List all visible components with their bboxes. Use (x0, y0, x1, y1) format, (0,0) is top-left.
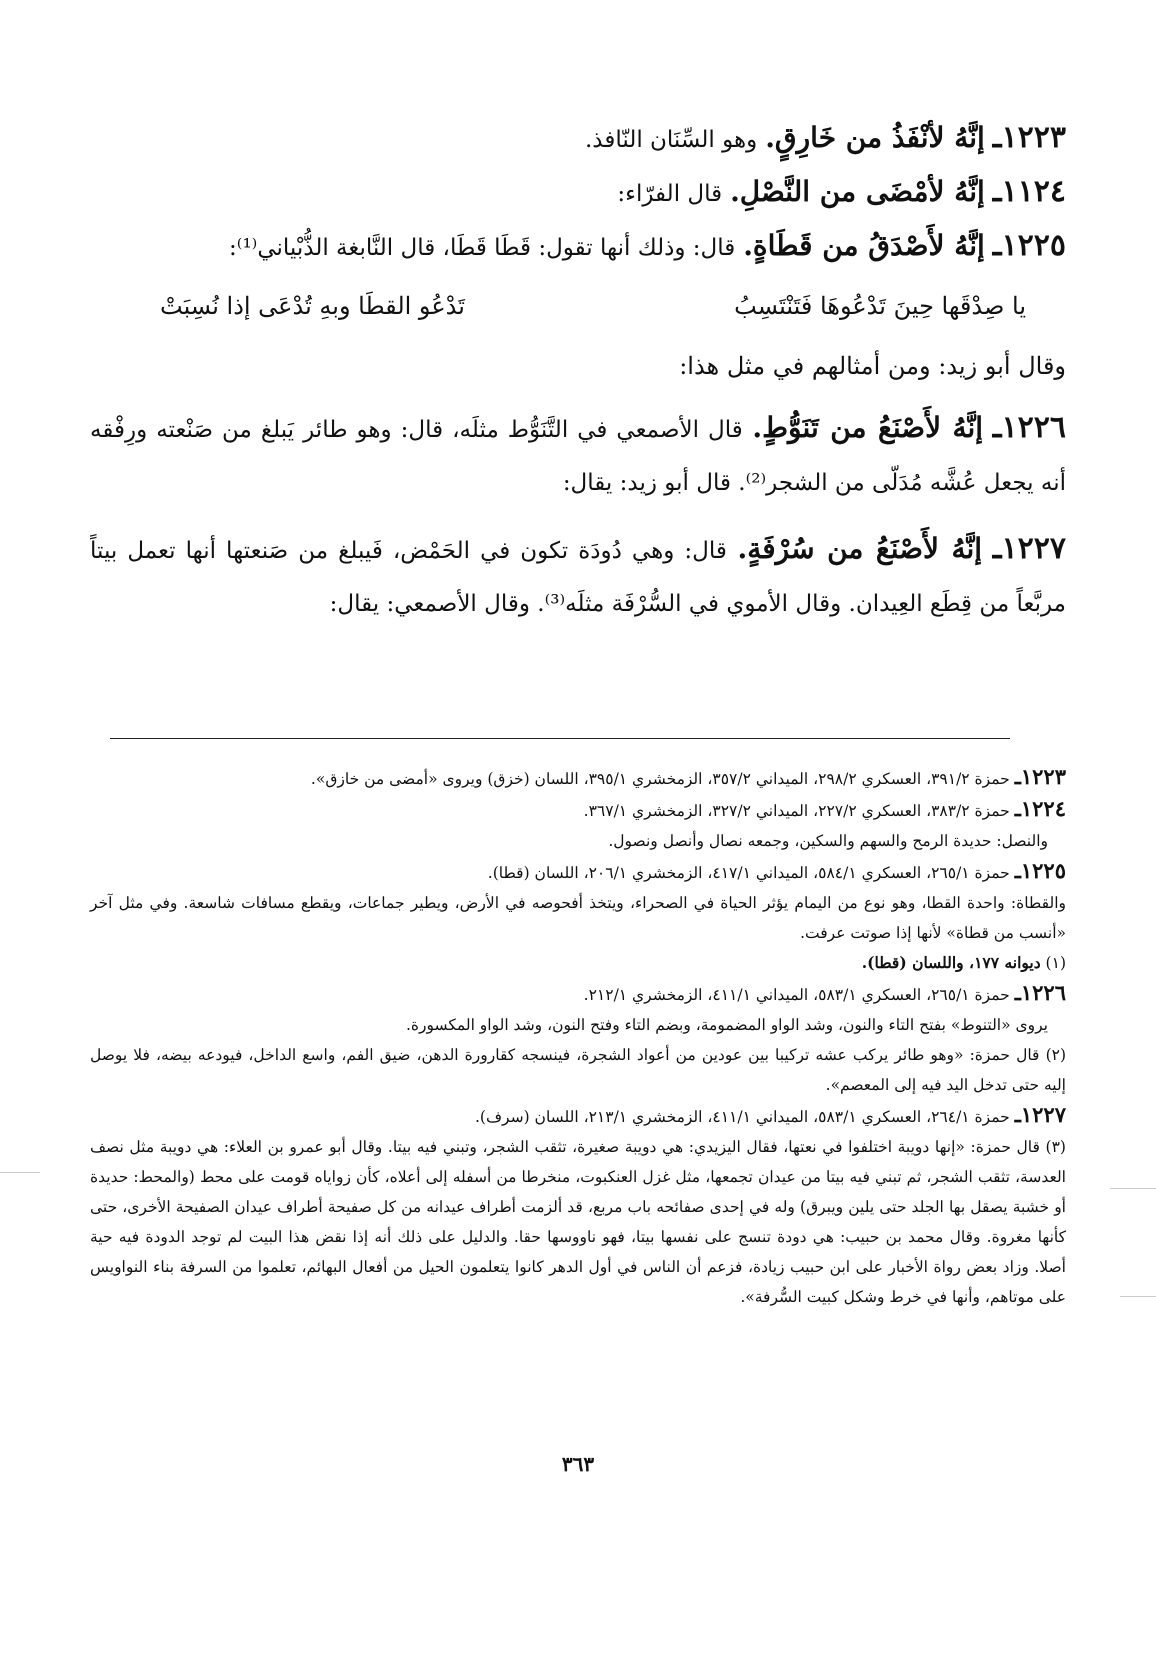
scan-artifact (0, 1172, 40, 1173)
footnote-number: ١٢٢٤ـ (1014, 796, 1066, 821)
entry-number: ١٢٢٦ـ (992, 410, 1066, 445)
footnote (90, 948, 1066, 978)
entry-number: ١١٢٤ـ (992, 174, 1066, 209)
footnote (90, 1132, 1066, 1312)
entry-1124 (90, 166, 1066, 220)
footnote-text: حمزة ٢٦٥/١، العسكري ٥٨٣/١، الميداني ٤١١/١، الزمخشري ٢١٢/١. (583, 986, 1010, 1004)
footnote-text: حمزة ٢٦٤/١، العسكري ٥٨٣/١، الميداني ٤١١/١، الزمخشري ٢١٣/١، اللسان (سرف). (475, 1108, 1010, 1126)
footnote-divider (110, 738, 1010, 739)
proverb: إنَّهُ لأنْفَذُ من خَارِقٍ. (765, 121, 985, 154)
footnote-number: ١٢٢٧ـ (1014, 1102, 1066, 1127)
footnote (90, 762, 1066, 794)
page-number: ٣٦٣ (561, 1452, 595, 1476)
entry-1226 (90, 402, 1066, 509)
footnote-number: ١٢٢٥ـ (1014, 858, 1066, 883)
scan-artifact (1110, 1188, 1156, 1189)
footnote (90, 856, 1066, 888)
footnote-text: والنصل: حديدة الرمح والسهم والسكين، وجمعه نصال وأنصل ونصول. (608, 832, 1048, 850)
footnote-text: يروى «التنوط» بفتح التاء والنون، وشد الواو المضمومة، وبضم التاء وفتح النون، وشد الواو المكسورة. (405, 1016, 1048, 1034)
footnote-marker: (٣) (1045, 1138, 1066, 1156)
footnote-text: حمزة ٢٦٥/١، العسكري ٥٨٤/١، الميداني ٤١٧/١، الزمخشري ٢٠٦/١، اللسان (قطا). (487, 864, 1010, 882)
entry-number: ١٢٢٥ـ (992, 228, 1066, 263)
footnote (90, 1100, 1066, 1132)
entry-1225 (90, 220, 1066, 274)
entry-text: قال: وذلك أنها تقول: قَطَا قَطَا، قال النَّابغة الذُّبْياني⁽¹⁾: (229, 235, 736, 261)
entry-text: قال الأصمعي في التَّنَوُّط مثلَه، قال: وهو طائر يَبلغ من صَنْعته ورِفْقه أنه يجعل عُشَّه مُدَلّى من الشجر⁽²⁾. قال أبو زيد: يقال: (90, 417, 1066, 496)
proverb: إنَّهُ لأَصْنَعُ من سُرْفَةٍ. (737, 532, 983, 565)
entry-text: وهو السِّنَان النّافذ. (585, 127, 758, 153)
footnote (90, 888, 1066, 948)
footnote-text: والقطاة: واحدة القطا، وهو نوع من اليمام يؤثر الحياة في الصحراء، ويتخذ أفحوصه في الأرض، ويطير جماعات، ويقطع مسافات شاسعة. وفي مثل آخر «أنسب من قطاة» لأنها إذا صوتت عرفت. (90, 894, 1066, 942)
footnote-number: ١٢٢٣ـ (1014, 764, 1066, 789)
main-text (90, 112, 1066, 630)
footnotes (90, 762, 1066, 1312)
abu-zaid-line: وقال أبو زيد: ومن أمثالهم في مثل هذا: (679, 352, 1066, 380)
footnote-text: ديوانه ١٧٧، واللسان (قطا). (861, 953, 1041, 972)
footnote (90, 1010, 1066, 1040)
footnote-text: قال حمزة: «وهو طائر يركب عشه تركيبا بين عودين من أعواد الشجرة، فينسجه كقارورة الدهن، ضيق الفم، واسع الداخل، فيودعه بيضه، فلا يوصل إليه حتى تدخل اليد فيه إلى المعصم». (90, 1046, 1066, 1094)
verse-second-hemistich: تَدْعُو القطَا وبهِ تُدْعَى إذا نُسِبَتْ (160, 292, 465, 320)
entry-1227 (90, 523, 1066, 630)
entry-number: ١٢٢٣ـ (992, 120, 1066, 155)
footnote-text: حمزة ٣٩١/٢، العسكري ٢٩٨/٢، الميداني ٣٥٧/٢، الزمخشري ٣٩٥/١، اللسان (خزق) ويروى «أمضى من خازق». (310, 770, 1010, 788)
footnote-text: حمزة ٣٨٣/٢، العسكري ٢٢٧/٢، الميداني ٣٢٧/٢، الزمخشري ٣٦٧/١. (583, 802, 1010, 820)
proverb: إنَّهُ لأَصْنَعُ من تَنَوُّطٍ. (752, 411, 984, 444)
footnote (90, 1040, 1066, 1100)
footnote-number: ١٢٢٦ـ (1014, 980, 1066, 1005)
footnote-marker: (٢) (1045, 1046, 1067, 1064)
entry-1223 (90, 112, 1066, 166)
verse-first-hemistich: يا صِدْقَها حِينَ تَدْعُوهَا فَتَنْتَسِبُ (734, 292, 1026, 320)
scan-artifact (1120, 1296, 1156, 1297)
proverb: إنَّهُ لأَصْدَقُ من قَطَاةٍ. (743, 229, 985, 262)
footnote (90, 978, 1066, 1010)
entry-text: قال: وهي دُودَة تكون في الحَمْض، فَيبلغ من صَنعتها أنها تعمل بيتاً مربَّعاً من قِطَع العِيدان. وقال الأموي في السُّرْفَة مثلَه⁽³⁾. وقال الأصمعي: يقال: (90, 538, 1066, 617)
footnote (90, 826, 1066, 856)
proverb: إنَّهُ لأمْضَى من النَّصْلِ. (730, 175, 985, 208)
footnote-text: قال حمزة: «إنها دويبة اختلفوا في نعتها، فقال اليزيدي: هي دويبة صغيرة، تثقب الشجر، وتبني فيه بيتا. وقال أبو عمرو بن العلاء: هي دويبة مثل نصف العدسة، تثقب الشجر، ثم تبني فيه بيتا من عيدان تجمعها، مثل غزل العنكبوت، منخرطا من أسفله إلى أعلاه، كأن زواياه قومت على محط (والمحط: حديدة أو خشبة يصقل بها الجلد حتى يلين ويبرق) وله في إحدى صفائحه باب مربع، قد ألزمت أطراف عيدانه من كل صفيحة أطراف عيدان الصفيحة الأخرى، حتى كأنها مغروة. وقال محمد بن حبيب: هي دودة تنسج على نفسها بيتا، فهو ناووسها حقا. والدليل على ذلك أنه إذا نقض هذا البيت لم توجد الدودة فيه حية أصلا. وزاد بعض رواة الأخبار على ابن حبيب زيادة، فزعم أن الناس في أول الدهر كانوا يتعلمون الحيل من أفعال البهائم، تعلموا من السرفة بناء النواويس على موتاهم، وأنها في خرط وشكل كبيت السُّرفة». (90, 1138, 1066, 1306)
footnote-marker: (١) (1045, 954, 1066, 972)
entry-text: قال الفرّاء: (617, 181, 723, 207)
entry-number: ١٢٢٧ـ (992, 531, 1066, 566)
footnote (90, 794, 1066, 826)
poem-verse (160, 278, 1026, 334)
